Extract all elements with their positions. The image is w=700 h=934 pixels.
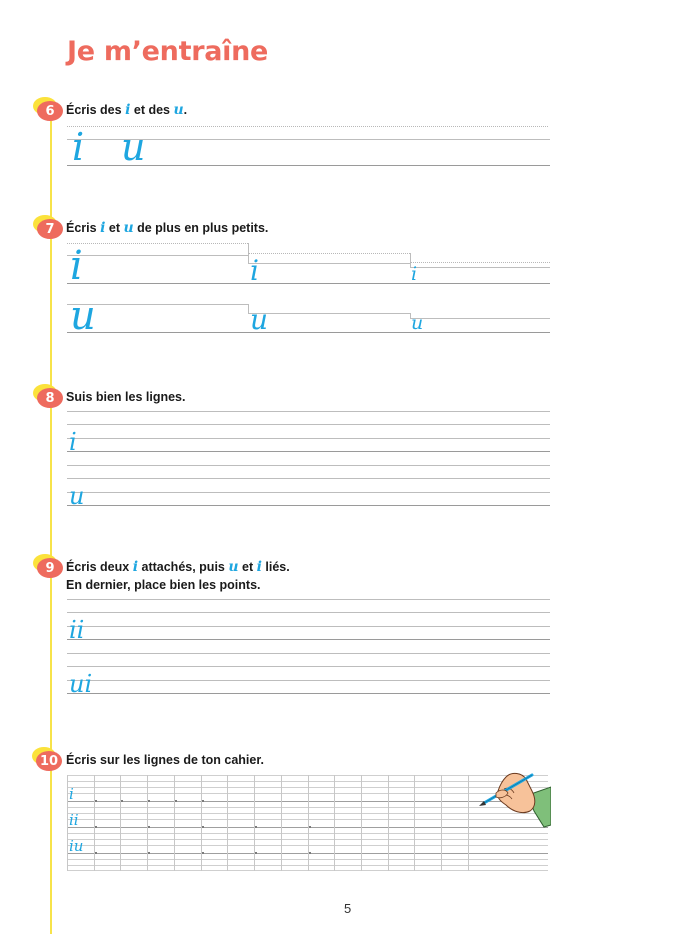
writing-line[interactable] bbox=[67, 255, 248, 256]
model-letters-ii: ii bbox=[69, 616, 85, 644]
exercise-instruction: Écris deux i attachés, puis u et i liés. bbox=[66, 559, 290, 575]
writing-line[interactable] bbox=[410, 267, 550, 268]
model-letters-i: i bbox=[69, 785, 74, 803]
page-number: 5 bbox=[344, 901, 352, 916]
model-letters-ii: ii bbox=[69, 811, 79, 829]
writing-line[interactable] bbox=[67, 424, 550, 425]
exercise-instruction: Écris i et u de plus en plus petits. bbox=[66, 220, 269, 236]
exercise-number: 9 bbox=[37, 558, 63, 578]
line-step bbox=[248, 304, 249, 313]
writing-line[interactable] bbox=[67, 492, 550, 493]
page-title: Je m’entraîne bbox=[67, 36, 269, 67]
model-letter-u-small: u bbox=[411, 312, 424, 334]
exercise-instruction: Écris des i et des u. bbox=[66, 102, 188, 118]
exercise-number: 8 bbox=[37, 388, 63, 408]
writing-guide-dotted bbox=[248, 253, 410, 254]
exercise-number: 6 bbox=[37, 101, 63, 121]
writing-line[interactable] bbox=[67, 478, 550, 479]
model-letter-u-large: u bbox=[70, 293, 96, 339]
exercise-number-badge bbox=[36, 751, 66, 773]
exercise-number: 10 bbox=[36, 751, 62, 771]
writing-baseline[interactable] bbox=[67, 639, 550, 640]
writing-baseline[interactable] bbox=[67, 283, 550, 284]
writing-line[interactable] bbox=[410, 318, 550, 319]
model-letter-i: i bbox=[69, 428, 77, 456]
exercise-number-badge bbox=[37, 558, 67, 580]
writing-line[interactable] bbox=[67, 411, 550, 412]
writing-guide-dotted bbox=[410, 262, 550, 263]
model-letter-i-small: i bbox=[411, 263, 418, 285]
writing-baseline[interactable] bbox=[67, 332, 550, 333]
writing-line[interactable] bbox=[67, 626, 550, 627]
exercise-number-badge bbox=[37, 219, 67, 241]
model-letter-i: i bbox=[72, 125, 85, 169]
writing-line[interactable] bbox=[67, 599, 550, 600]
writing-baseline[interactable] bbox=[67, 451, 550, 452]
exercise-instruction-line2: En dernier, place bien les points. bbox=[66, 578, 261, 592]
exercise-number-badge bbox=[37, 388, 67, 410]
exercise-number: 7 bbox=[37, 219, 63, 239]
writing-line[interactable] bbox=[67, 465, 550, 466]
exercise-instruction: Suis bien les lignes. bbox=[66, 390, 186, 404]
writing-line[interactable] bbox=[248, 313, 410, 314]
writing-line[interactable] bbox=[67, 612, 550, 613]
writing-line[interactable] bbox=[67, 666, 550, 667]
model-letter-u: u bbox=[69, 482, 85, 510]
writing-baseline[interactable] bbox=[67, 505, 550, 506]
exercise-instruction: Écris sur les lignes de ton cahier. bbox=[66, 753, 264, 767]
model-letters-iu: iu bbox=[69, 837, 84, 855]
model-letter-i-medium: i bbox=[250, 254, 259, 287]
model-letter-u-medium: u bbox=[250, 303, 269, 336]
exercise-number-badge bbox=[37, 101, 67, 123]
writing-line[interactable] bbox=[67, 653, 550, 654]
model-letter-i-large: i bbox=[70, 243, 83, 289]
writing-guide-dotted bbox=[67, 243, 248, 244]
model-letters-ui: ui bbox=[69, 670, 93, 698]
model-letter-u: u bbox=[121, 125, 146, 169]
writing-line[interactable] bbox=[248, 263, 410, 264]
writing-baseline[interactable] bbox=[67, 693, 550, 694]
writing-line[interactable] bbox=[67, 680, 550, 681]
writing-line[interactable] bbox=[67, 438, 550, 439]
hand-with-pencil-icon bbox=[476, 765, 551, 830]
